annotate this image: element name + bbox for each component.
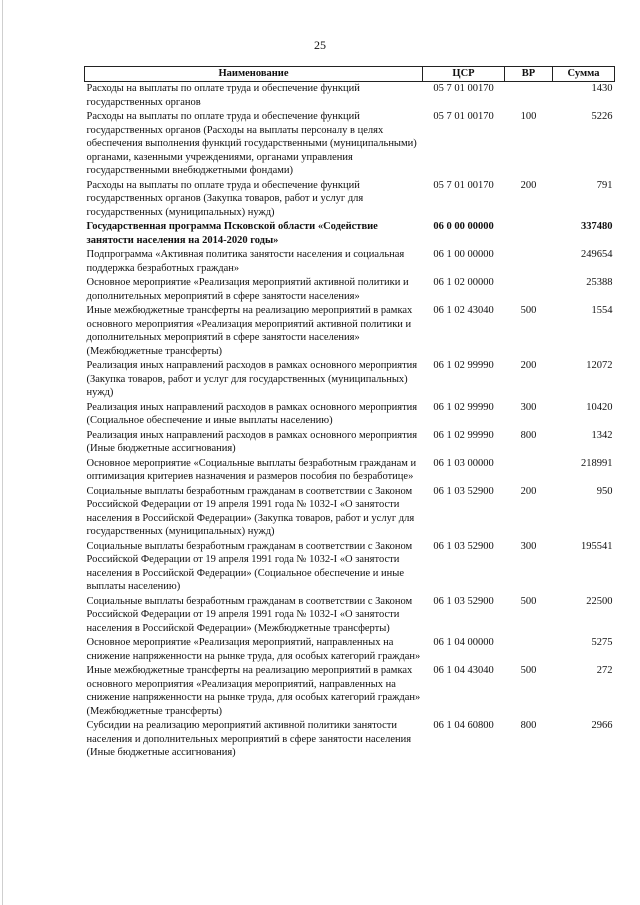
row-csr: 06 1 02 99990 [433,429,494,441]
row-csr: 06 1 04 60800 [433,720,494,731]
row-sum: 10420 [586,401,613,413]
row-sum: 22500 [586,595,613,607]
table-row [85,595,615,637]
table-row [85,359,615,401]
row-vr: 100 [520,111,537,122]
row-csr: 05 7 01 00170 [433,179,494,191]
row-vr: 500 [520,665,537,676]
row-name: Социальные выплаты безработным гражданам в соответствии с Законом Российской Федерации от 19 апреля 1991 года № 1032-I «О занятости населения в Российской Федерации» (Закупка товаров, работ и услуг для государственных (муниципальных) нужд) [86,485,415,537]
row-csr: 05 7 01 00170 [433,111,494,122]
row-sum: 791 [596,179,613,191]
row-vr: 300 [520,401,537,413]
row-vr: 200 [520,179,537,191]
row-vr: 800 [520,720,537,731]
row-name: Основное мероприятие «Социальные выплаты безработным гражданам и оптимизация критериев назначения и размеров пособия по безработице» [86,457,417,482]
row-name: Основное мероприятие «Реализация мероприятий активной политики и дополнительных мероприятий в сфере занятости населения» [86,277,409,302]
row-vr: 500 [520,305,537,316]
row-csr: 06 1 03 52900 [433,595,494,607]
row-vr: 300 [520,540,537,552]
row-csr: 06 1 03 00000 [433,457,494,469]
row-sum: 5275 [591,637,613,648]
header-vr: ВР [505,67,553,82]
budget-table [84,66,615,761]
page-number: 25 [314,38,326,52]
row-name: Государственная программа Псковской области «Содействие занятости населения на 2014-2020 годы» [86,221,378,246]
table-row [85,401,615,429]
table-row [85,429,615,457]
row-vr [505,220,553,248]
row-name: Иные межбюджетные трансферты на реализацию мероприятий в рамках основного мероприятия «Реализация мероприятий активной политики и дополнительных мероприятий в сфере занятости населения» (Межбюджетные трансферты) [86,305,413,357]
table-row [85,248,615,276]
row-sum: 1430 [591,83,613,94]
row-sum: 950 [596,485,613,497]
table-body [85,82,615,761]
row-sum: 12072 [586,360,613,371]
row-sum: 195541 [581,540,613,552]
row-sum: 272 [596,665,613,676]
scan-edge [2,0,3,905]
row-sum: 2966 [591,720,613,731]
row-name: Расходы на выплаты по оплате труда и обеспечение функций государственных органов (Расходы на выплаты персоналу в целях обеспечения выполнения функций государственными (муниципальными) органами, казенными учреждениями, органами управления государственными внебюджетными фондами) [86,111,417,176]
row-vr [505,248,553,276]
row-name: Реализация иных направлений расходов в рамках основного мероприятия (Иные бюджетные ассигнования) [86,429,418,454]
row-vr: 500 [520,595,537,607]
row-sum: 1342 [591,429,613,441]
header-sum: Сумма [553,67,615,82]
row-sum: 1554 [591,305,613,316]
row-name: Основное мероприятие «Реализация мероприятий, направленных на снижение напряженности на рынке труда, для особых категорий граждан» [86,637,421,662]
table-row [85,719,615,761]
table-row [85,276,615,304]
table-row [85,220,615,248]
row-name: Подпрограмма «Активная политика занятости населения и социальная поддержка безработных граждан» [86,249,405,274]
row-sum: 218991 [581,457,613,469]
table-row [85,457,615,485]
row-csr: 06 1 02 99990 [433,360,494,371]
row-vr: 800 [520,429,537,441]
row-csr: 06 0 00 00000 [433,221,494,232]
row-csr: 06 1 02 00000 [433,277,494,288]
row-sum: 249654 [581,249,613,260]
table-row [85,110,615,179]
row-name: Расходы на выплаты по оплате труда и обеспечение функций государственных органов [86,83,360,108]
header-row [85,67,615,82]
row-vr [505,636,553,664]
row-name: Социальные выплаты безработным гражданам в соответствии с Законом Российской Федерации от 19 апреля 1991 года № 1032-I «О занятости населения в Российской Федерации» (Социальное обеспечение и иные выплаты населению) [86,540,413,592]
row-name: Иные межбюджетные трансферты на реализацию мероприятий в рамках основного мероприятия «Реализация мероприятий, направленных на снижение напряженности на рынке труда, для особых категорий граждан» (Межбюджетные трансферты) [86,665,421,717]
table-row [85,304,615,359]
row-name: Субсидии на реализацию мероприятий активной политики занятости населения и дополнительных мероприятий в сфере занятости населения (Иные бюджетные ассигнования) [86,720,412,758]
table-row [85,664,615,719]
row-csr: 06 1 03 52900 [433,540,494,552]
row-sum: 5226 [591,111,613,122]
row-csr: 06 1 02 43040 [433,305,494,316]
row-name: Реализация иных направлений расходов в рамках основного мероприятия (Социальное обеспечение и иные выплаты населению) [86,401,418,426]
row-csr: 06 1 00 00000 [433,249,494,260]
row-csr: 06 1 02 99990 [433,401,494,413]
row-vr: 200 [520,485,537,497]
row-vr [505,457,553,485]
table-header [85,67,615,82]
row-csr: 06 1 04 00000 [433,637,494,648]
header-name: Наименование [85,67,423,82]
table-row [85,540,615,595]
header-csr: ЦСР [423,67,505,82]
row-sum: 25388 [586,277,613,288]
row-name: Социальные выплаты безработным гражданам в соответствии с Законом Российской Федерации от 19 апреля 1991 года № 1032-I «О занятости населения в Российской Федерации» (Межбюджетные трансферты) [86,595,413,634]
row-csr: 05 7 01 00170 [433,83,494,94]
table-row [85,636,615,664]
row-name: Расходы на выплаты по оплате труда и обеспечение функций государственных органов (Закупка товаров, работ и услуг для государственных (муниципальных) нужд) [86,179,364,218]
row-vr: 200 [520,360,537,371]
row-csr: 06 1 04 43040 [433,665,494,676]
row-vr [505,276,553,304]
row-sum: 337480 [581,221,613,232]
row-csr: 06 1 03 52900 [433,485,494,497]
row-name: Реализация иных направлений расходов в рамках основного мероприятия (Закупка товаров, работ и услуг для государственных (муниципальных) нужд) [86,360,418,398]
row-vr [505,82,553,111]
table-row [85,82,615,111]
table-row [85,179,615,221]
table-row [85,485,615,540]
